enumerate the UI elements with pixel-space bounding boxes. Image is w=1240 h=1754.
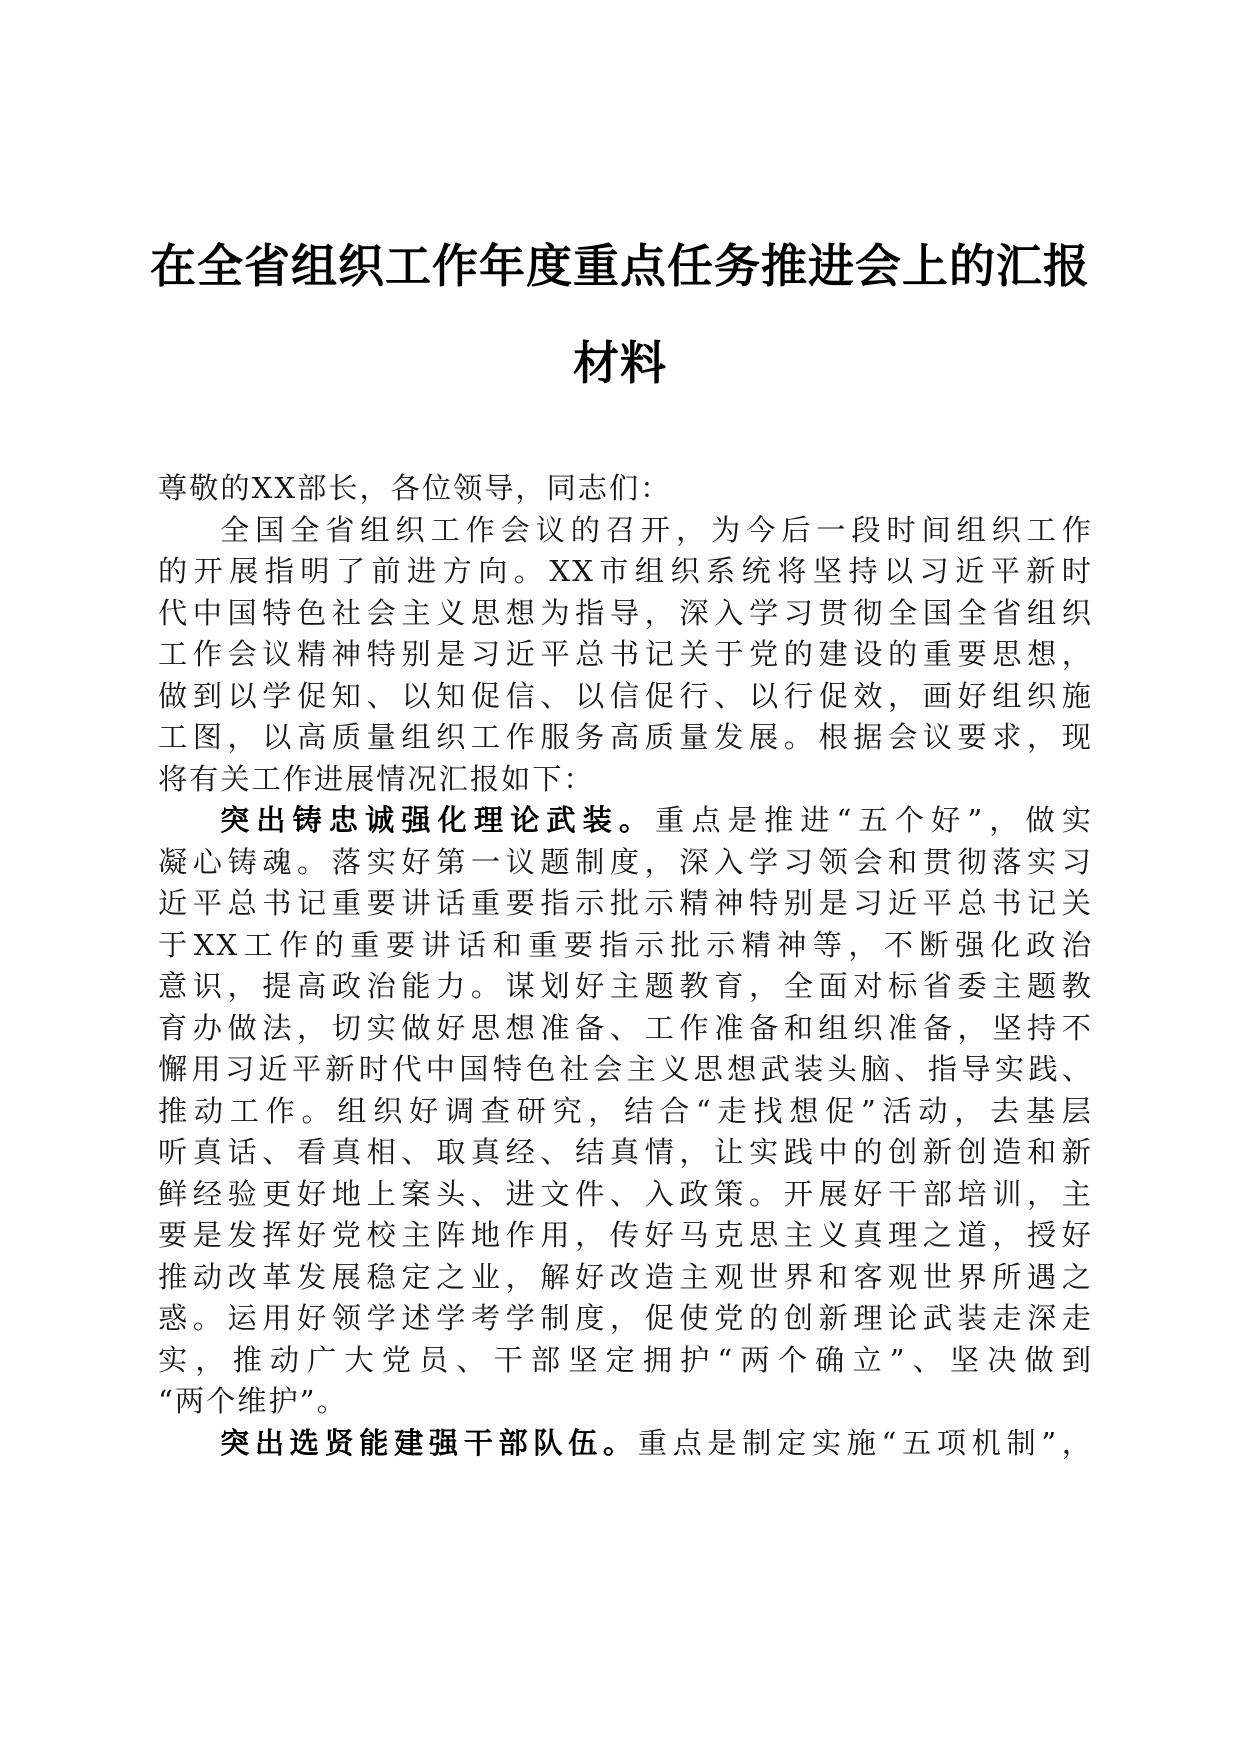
salutation: 尊敬的XX部长，各位领导，同志们： — [158, 471, 672, 505]
intro-line: 将有关工作进展情况汇报如下： — [158, 761, 595, 796]
section-1-line: 近平总书记重要讲话重要指示批示精神特别是习近平总书记关 — [158, 886, 1093, 920]
section-2-first-line — [158, 1423, 1093, 1465]
intro-line: 的开展指明了前进方向。XX市组织系统将坚持以习近平新时 — [158, 554, 1093, 588]
section-1-line: 实，推动广大党员、干部坚定拥护“两个确立”、坚决做到 — [158, 1342, 1093, 1377]
document-body — [158, 468, 1093, 1464]
section-1-heading: 突出铸忠诚强化理论武装。 — [220, 803, 656, 837]
section-1-line: “两个维护”。 — [158, 1384, 348, 1418]
document-title — [150, 218, 1090, 412]
section-1-line: 推动工作。组织好调查研究，结合“走找想促”活动，去基层 — [158, 1093, 1093, 1128]
section-2-first-line-text: 重点是制定实施“五项机制”， — [637, 1425, 1093, 1460]
intro-line: 工作会议精神特别是习近平总书记关于党的建设的重要思想， — [158, 637, 1093, 671]
title-line-1: 在全省组织工作年度重点任务推进会上的汇报 — [150, 239, 1090, 293]
section-1-line: 听真话、看真相、取真经、结真情，让实践中的创新创造和新 — [158, 1135, 1093, 1169]
section-1-line: 推动改革发展稳定之业，解好改造主观世界和客观世界所遇之 — [158, 1259, 1093, 1294]
title-line-2: 材料 — [573, 336, 667, 390]
intro-line: 代中国特色社会主义思想为指导，深入学习贯彻全国全省组织 — [158, 595, 1093, 630]
section-1-line: 于XX工作的重要讲话和重要指示批示精神等，不断强化政治 — [158, 927, 1093, 962]
intro-line: 全国全省组织工作会议的召开，为今后一段时间组织工作 — [220, 512, 1093, 547]
intro-line: 做到以学促知、以知促信、以信促行、以行促效，画好组织施 — [158, 678, 1093, 713]
section-1-line: 凝心铸魂。落实好第一议题制度，深入学习领会和贯彻落实习 — [158, 844, 1093, 879]
section-1-line: 鲜经验更好地上案头、进文件、入政策。开展好干部培训，主 — [158, 1176, 1093, 1211]
section-1-first-line — [158, 800, 1093, 842]
section-1-first-line-text: 重点是推进“五个好”，做实 — [655, 803, 1093, 837]
section-1-line: 育办做法，切实做好思想准备、工作准备和组织准备，坚持不 — [158, 1010, 1093, 1045]
section-1-line: 要是发挥好党校主阵地作用，传好马克思主义真理之道，授好 — [158, 1218, 1093, 1252]
section-1-line: 意识，提高政治能力。谋划好主题教育，全面对标省委主题教 — [158, 969, 1093, 1003]
section-1-line: 惑。运用好领学述学考学制度，促使党的创新理论武装走深走 — [158, 1301, 1093, 1335]
intro-line: 工图，以高质量组织工作服务高质量发展。根据会议要求，现 — [158, 720, 1093, 754]
section-2-heading: 突出选贤能建强干部队伍。 — [220, 1425, 638, 1460]
section-1-line: 懈用习近平新时代中国特色社会主义思想武装头脑、指导实践、 — [158, 1052, 1093, 1086]
